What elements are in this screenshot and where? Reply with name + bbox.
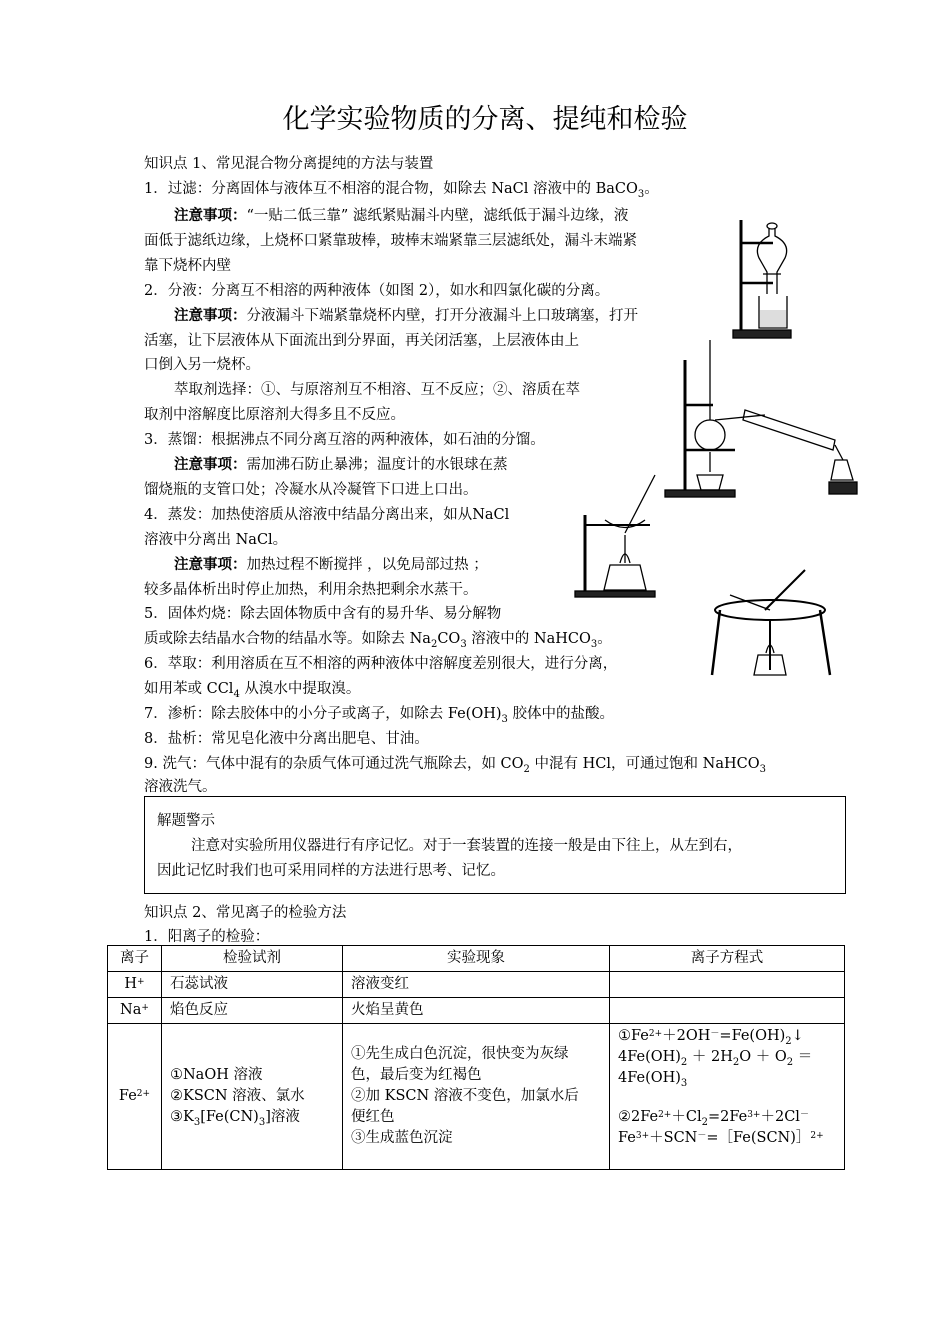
cation-subheading: 1．阳离子的检验： [144,929,270,945]
evaporation-note: 注意事项：加热过程不断搅拌 ，以免局部过热 ； [174,556,488,573]
gas-washing-line: 9. 洗气：气体中混有的杂质气体可通过洗气瓶除去，如 $CO_2$ 中混有 HCl，可通过饱和 NaHCO$_3$ [144,756,766,775]
table-cell-equations: $①Fe^{2+}+2OH^-=Fe(OH)_2↓$ $4Fe(OH)_2 + 2H_2O + O_2$ ＝ $4Fe(OH)_3$ $②2Fe^{2+}+Cl_2=2Fe^{3+}+2Cl^-$ $Fe^{3+}+SCN^-=[Fe(SCN)]^{2+}$ [610,1024,845,1170]
separation-line: 2．分液：分离互不相溶的两种液体（如图 2），如水和四氯化碳的分离。 [144,283,610,299]
separatory-funnel-figure [725,210,800,350]
table-cell: 焰色反应 [162,998,343,1024]
section-1-heading: 知识点 1、常见混合物分离提纯的方法与装置 [144,156,434,172]
evaporation-figure [570,465,665,600]
tip-text-2: 因此记忆时我们也可采用同样的方法进行思考、记忆。 [157,863,505,879]
distillation-note: 注意事项：需加沸石防止暴沸；温度计的水银球在蒸 [174,456,508,473]
evaporation-line: 4．蒸发：加热使溶质从溶液中结晶分离出来，如从NaCl [144,507,510,523]
separation-note: 注意事项：分液漏斗下端紧靠烧杯内壁，打开分液漏斗上口玻璃塞，打开 [174,307,638,324]
tip-title: 解题警示 [157,813,215,829]
gas-washing-line-cont: 溶液洗气。 [144,779,217,795]
extractant-line-cont: 取剂中溶解度比原溶剂大得多且不反应。 [144,407,405,423]
extraction-line-cont: 如用苯或 CCl$_4$ 从溴水中提取溴。 [144,681,361,700]
table-cell [610,998,845,1024]
table-cell-ion: H+ [108,972,162,998]
extraction-line: 6．萃取：利用溶质在互不相溶的两种液体中溶解度差别很大，进行分离， [144,656,618,672]
salting-out-line: 8．盐析：常见皂化液中分离出肥皂、甘油。 [144,731,429,747]
filtration-note-end: 靠下烧杯内壁 [144,258,231,274]
tip-text-1: 注意对实验所用仪器进行有序记忆。对于一套装置的连接一般是由下往上，从左到右， [191,838,742,854]
evaporation-note-cont: 较多晶体析出时停止加热，利用余热把剩余水蒸干。 [144,582,478,598]
evaporation-line-cont: 溶液中分离出 NaCl。 [144,532,288,548]
distillation-line: 3．蒸馏：根据沸点不同分离互溶的两种液体，如石油的分馏。 [144,432,545,448]
table-cell: 石蕊试液 [162,972,343,998]
table-header: 离子 [108,946,162,972]
table-header: 检验试剂 [162,946,343,972]
tip-box [144,796,846,894]
table-cell [610,972,845,998]
dialysis-line: 7．渗析：除去胶体中的小分子或离子，如除去 $Fe(OH)_3$ 胶体中的盐酸。 [144,706,615,725]
table-header: 离子方程式 [610,946,845,972]
table-cell: 溶液变红 [343,972,610,998]
filtration-note: 注意事项：“一贴二低三靠” 滤纸紧贴漏斗内壁，滤纸低于漏斗边缘，液 [174,207,629,224]
section-2-heading: 知识点 2、常见离子的检验方法 [144,905,347,921]
extractant-line: 萃取剂选择：①、与原溶剂互不相溶、互不反应；②、溶质在萃 [174,382,580,398]
table-cell-reagents: ①NaOH 溶液 ②KSCN 溶液、氯水 $③K_3[Fe(CN)_3]$溶液 [162,1024,343,1170]
calcination-line-cont: 质或除去结晶水合物的结晶水等。如除去 $Na_2CO_3$ 溶液中的 NaHCO$_3$。 [144,631,612,650]
cation-table [107,945,845,1170]
calcination-line: 5．固体灼烧：除去固体物质中含有的易升华、易分解物 [144,606,502,622]
calcination-figure [710,565,835,685]
distillation-note-cont: 馏烧瓶的支管口处；冷凝水从冷凝管下口进上口出。 [144,482,478,498]
separation-note-end: 口倒入另一烧杯。 [144,357,260,373]
table-cell-ion: Na+ [108,998,162,1024]
table-cell: 火焰呈黄色 [343,998,610,1024]
table-cell-ion: $Fe^{2+}$ [108,1024,162,1170]
distillation-figure [655,340,865,500]
table-cell-phenomena: ①先生成白色沉淀，很快变为灰绿 色，最后变为红褐色 ②加 KSCN 溶液不变色，加氯水后 便红色 ③生成蓝色沉淀 [343,1024,610,1170]
page-title: 化学实验物质的分离、提纯和检验 [282,104,688,135]
separation-note-cont: 活塞，让下层液体从下面流出到分界面，再关闭活塞，上层液体由上 [144,333,579,349]
filtration-note-cont: 面低于滤纸边缘，上烧杯口紧靠玻棒，玻棒末端紧靠三层滤纸处，漏斗末端紧 [144,233,637,249]
table-header: 实验现象 [343,946,610,972]
filtration-line: 1．过滤：分离固体与液体互不相溶的混合物，如除去 NaCl 溶液中的 BaCO$_3$。 [144,181,659,200]
